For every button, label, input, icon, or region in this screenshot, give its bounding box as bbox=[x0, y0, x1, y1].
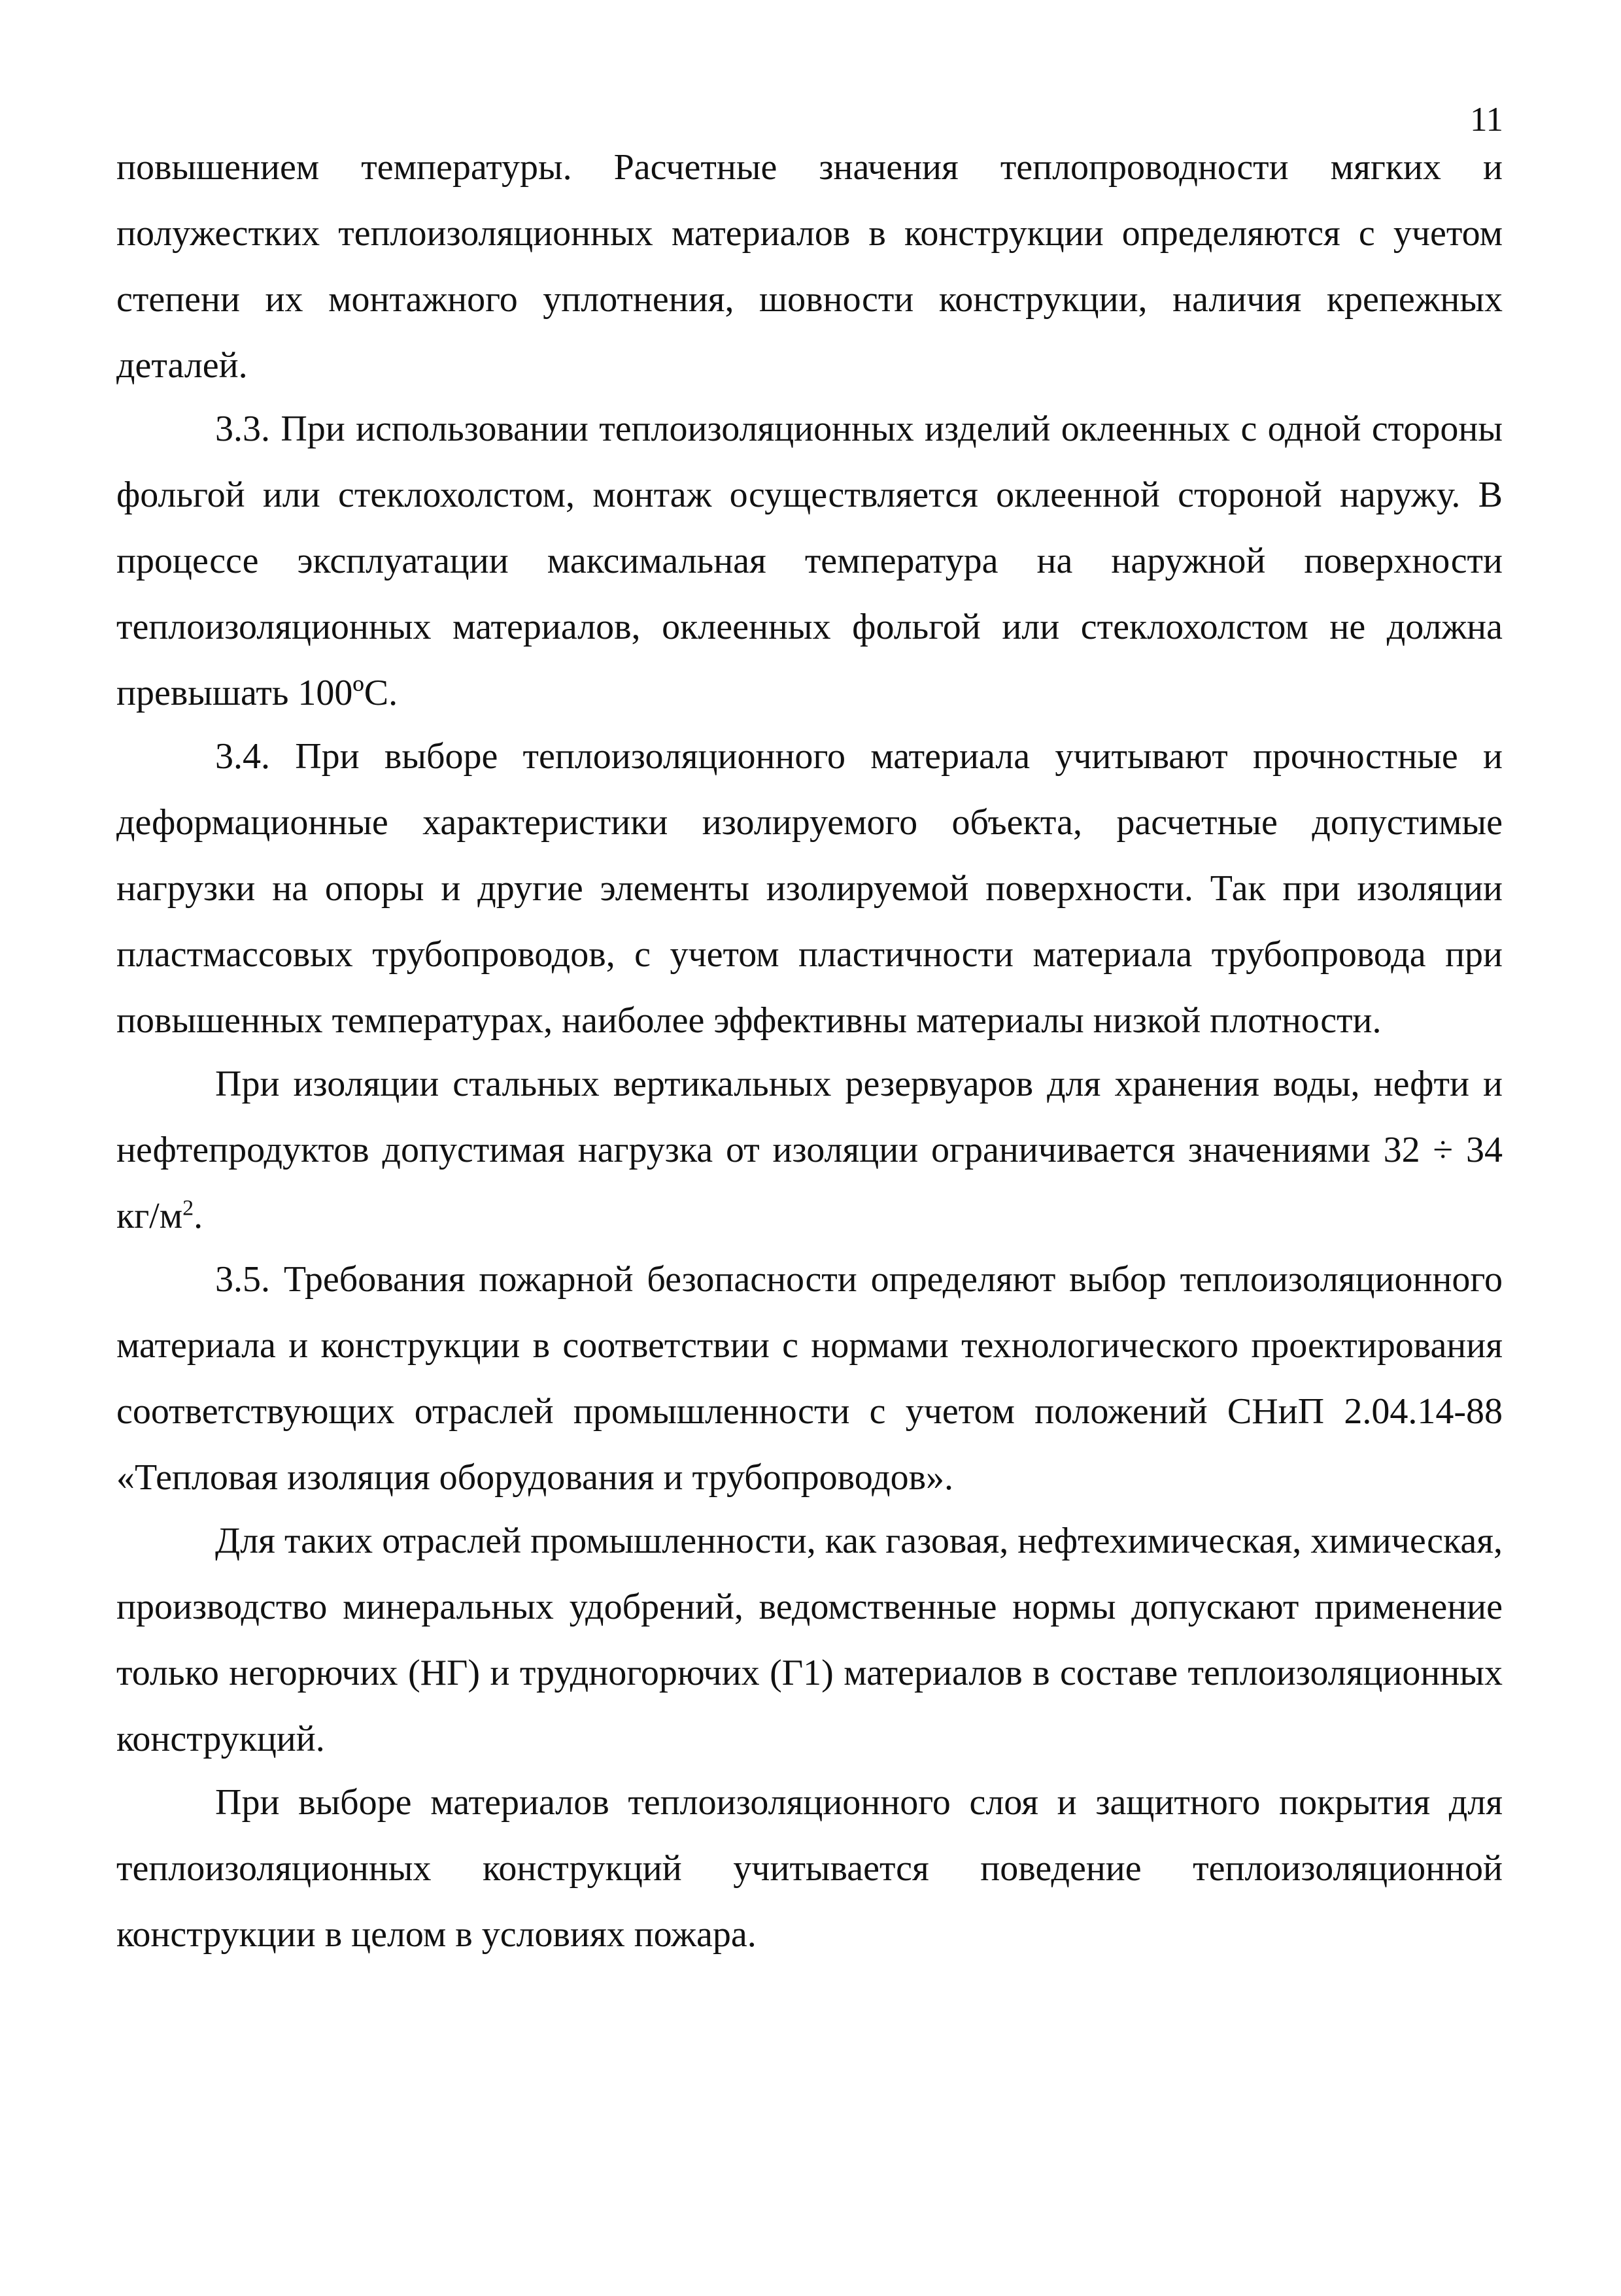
paragraph-3-3-foil-installation: 3.3. При использовании теплоизоляционных изделий оклеенных с одной стороны фольгой или стеклохолстом, монтаж осуществляется оклеенной стороной наружу. В процессе эксплуатации максимальная температура на наружной поверхности теплоизоляционных материалов, оклеенных фольгой или стеклохолстом не должна превышать 100ºС. bbox=[116, 409, 1503, 713]
paragraph-3-4-material-selection: 3.4. При выборе теплоизоляционного материала учитывают прочностные и деформационные характеристики изолируемого объекта, расчетные допустимые нагрузки на опоры и другие элементы изолируемой поверхности. Так при изоляции пластмассовых трубопроводов, с учетом пластичности материала трубопровода при повышенных температурах, наиболее эффективны материалы низкой плотности. bbox=[116, 736, 1503, 1041]
paragraph-fire-behavior: При выборе материалов теплоизоляционного слоя и защитного покрытия для теплоизоляционных конструкций учитывается поведение теплоизоляционной конструкции в целом в условиях пожара. bbox=[116, 1782, 1503, 1955]
tank-load-period: . bbox=[194, 1196, 203, 1236]
paragraph-industry-norms: Для таких отраслей промышленности, как газовая, нефтехимическая, химическая, производство минеральных удобрений, ведомственные нормы допускают применение только негорючих (НГ) и трудногорючих (Г1) материалов в составе теплоизоляционных конструкций. bbox=[116, 1521, 1503, 1759]
paragraph-tank-load-limit bbox=[116, 1051, 1503, 1249]
area-unit-superscript: 2 bbox=[182, 1196, 194, 1221]
body-text bbox=[116, 135, 1503, 1965]
paragraph-3-5-fire-safety: 3.5. Требования пожарной безопасности определяют выбор теплоизоляционного материала и конструкции в соответствии с нормами технологического проектирования соответствующих отраслей промышленности с учетом положений СНиП 2.04.14-88 «Тепловая изоляция оборудования и трубопроводов». bbox=[116, 1259, 1503, 1498]
tank-load-text: При изоляции стальных вертикальных резервуаров для хранения воды, нефти и нефтепродуктов допустимая нагрузка от изоляции ограничивается значениями 32 ÷ 34 кг/м bbox=[116, 1064, 1503, 1236]
paragraph-thermal-conductivity: повышением температуры. Расчетные значения теплопроводности мягких и полужестких теплоизоляционных материалов в конструкции определяются с учетом степени их монтажного уплотнения, шовности конструкции, наличия крепежных деталей. bbox=[116, 147, 1503, 386]
page-number: 11 bbox=[1469, 101, 1503, 139]
